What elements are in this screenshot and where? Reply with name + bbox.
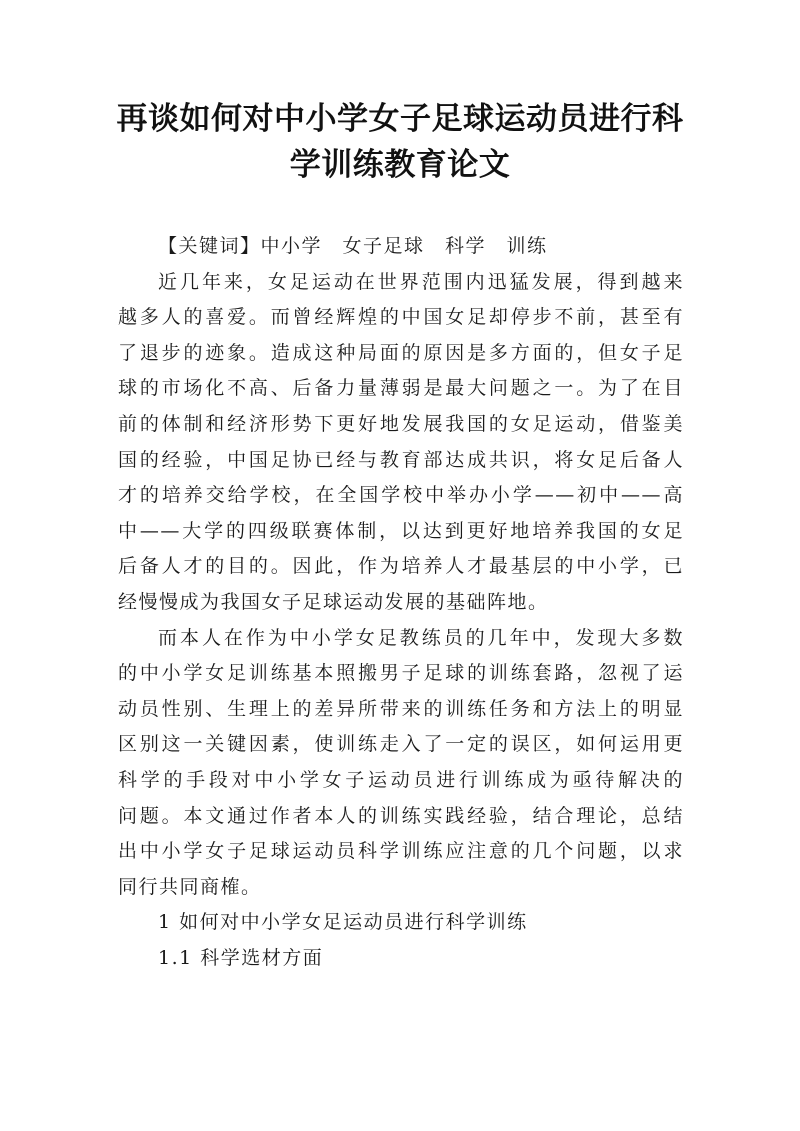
title-line: 再谈如何对中小学女子足球运动员进行科: [116, 101, 684, 137]
section-heading-1-1: 1.1 科学选材方面: [158, 946, 324, 969]
paragraph-line: 区别这一关键因素，使训练走入了一定的误区，如何运用更: [118, 733, 684, 756]
keywords-line: 【关键词】中小学 女子足球 科学 训练: [158, 235, 548, 257]
paragraph-line: 越多人的喜爱。而曾经辉煌的中国女足却停步不前，甚至有: [118, 306, 684, 329]
paragraph-line: 中——大学的四级联赛体制，以达到更好地培养我国的女足: [118, 519, 684, 542]
paragraph-line: 的中小学女足训练基本照搬男子足球的训练套路，忽视了运: [118, 662, 684, 685]
paragraph-line: 同行共同商榷。: [118, 875, 262, 898]
paragraph-line: 球的市场化不高、后备力量薄弱是最大问题之一。为了在目: [118, 377, 684, 400]
title-line: 学训练教育论文: [289, 147, 511, 183]
document-body: [118, 229, 684, 976]
paragraph-1: [118, 265, 684, 621]
document-title: [110, 96, 690, 188]
paragraph-line: 出中小学女子足球运动员科学训练应注意的几个问题，以求: [118, 840, 684, 863]
paragraph-2: [118, 621, 684, 906]
paragraph-line: 问题。本文通过作者本人的训练实践经验，结合理论，总结: [118, 804, 684, 827]
paragraph-line: 国的经验，中国足协已经与教育部达成共识，将女足后备人: [118, 448, 684, 471]
paragraph-line: 科学的手段对中小学女子运动员进行训练成为亟待解决的: [118, 768, 684, 791]
paragraph-line: 而本人在作为中小学女足教练员的几年中，发现大多数: [158, 626, 684, 649]
paragraph-line: 经慢慢成为我国女子足球运动发展的基础阵地。: [118, 590, 549, 613]
paragraph-line: 前的体制和经济形势下更好地发展我国的女足运动，借鉴美: [118, 412, 684, 435]
paragraph-line: 了退步的迹象。造成这种局面的原因是多方面的，但女子足: [118, 341, 684, 364]
paragraph-line: 才的培养交给学校，在全国学校中举办小学——初中——高: [118, 484, 684, 507]
paragraph-line: 后备人才的目的。因此，作为培养人才最基层的中小学，已: [118, 555, 684, 578]
section-heading-1: 1 如何对中小学女足运动员进行科学训练: [158, 911, 528, 934]
paragraph-line: 近几年来，女足运动在世界范围内迅猛发展，得到越来: [158, 270, 684, 293]
paragraph-line: 动员性别、生理上的差异所带来的训练任务和方法上的明显: [118, 697, 684, 720]
